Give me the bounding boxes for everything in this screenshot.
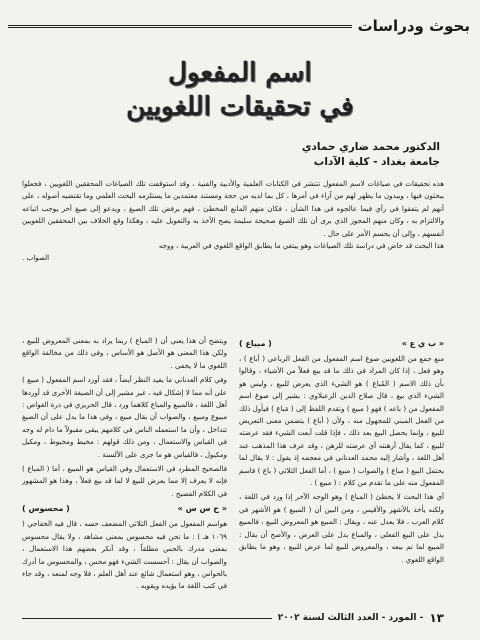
right-paragraph-1: منع جمع من اللغويين صوغ اسم المفعول من الفعل الرباعي ( أباع ) ، وهو فعل ، إذا كان المراد في ذلك ما قد يبع فعلاً من الأشياء ، وقالوا بأن ذلك الاسم ( المُباع ) هو الشيء الذي يعرض للبيع ، وليس هو الشيء الذي بيع ، قال صلاح الدين الزعبلاوي : يشير إلى صوغ اسم المفعول من ( باعه ) فهو ( مبيع ) وتقدم اللفظ إلى ( مَباع ) فيأول ذلك من الفعل المبني للمجهول منه ، ولأن ( أباع ) يتضمن معنى التعريض للبيع ، وإنما يحصل البيع بعد ذلك ، فإذا قلت أبعت الشيء فقد عرضته للبيع ، كما يقال أرهنته أي عرضته للرهن ، وقد عرف هذا المذهب عند أهل اللغة ، وأشار إليه محمد العدناني في معجمه إذ يقول : لا يقال لما يحتمل البيع ( مباع ) والصواب ( مبيع ) ، أما الفعل الثلاثي ( باع ) فاسم المفعول منه على ما تقدم من كلام : ( مبيع ) . — [239, 354, 444, 488]
author-block — [240, 140, 440, 170]
article-title — [60, 56, 420, 134]
pattern-code: « ح س س » — [177, 504, 227, 514]
column-right — [239, 335, 444, 607]
title-line-2: في تحقيقات اللغويين — [126, 92, 354, 122]
page-number: ١٣ — [429, 611, 444, 625]
page-header — [8, 14, 470, 38]
column-left — [22, 335, 227, 607]
author-affiliation: جامعة بغداد - كلية الآداب — [313, 156, 440, 168]
left-paragraph-2: وفي كلام العدناني ما يفيد النظر أيضاً ، فقد أورد اسم المفعول ( مبيع ) على أنه مما لا إشكال فيه ، غير مشير إلى أن الصيغة الأخرى قد أوردها أهل اللغة ، فالمبيع والمباع كلاهما ورد ، قال الحريري في درة الغواص : مبيوع ومبيع ، والصواب أن يقال مبيع ، وفي هذا ما يدل على أن الصيغ تتداخل ، وأن ما استعمله الناس في كلامهم يبقى مقبولاً ما دام له وجه في القياس والاستعمال ، ومن ذلك قولهم : مخيط ومخيوط ، ومكيل ومكيول ، فالقياس هو ما جرى على الألسنة . — [22, 375, 227, 459]
header-rule — [8, 25, 352, 28]
left-paragraph-3: فالصحيح المطرد في الاستعمال وفي القياس هو المبيع ، أما ( المباع ) فإنه لا يعرف إلا مما يعرض للبيع لا لما قد بيع فعلاً ، وهذا هو المشهور في الكلام الفصيح . — [22, 464, 227, 498]
intro-closing: الصواب . — [22, 253, 50, 263]
section-heading-hss — [22, 502, 227, 516]
right-paragraph-2: أي هذا البحث لا يخطئ ( المباع ) وهو الوجه الآخر إذا ورد في اللغة ، ولكنه يأخذ بالأشهر والأقيس ، ومن البين أن ( المبيع ) هو الأشهر في كلام العرب ، فلا يعدل عنه ، ويقال : المبيع هو المعروض للبيع ، فالمبيع يدل على البيع الفعلي ، والمباع يدل على العرض ، والأصح أن يقال : المبيع لما تم بيعه ، والمعروض للبيع لما عرض للبيع ، وهو ما يطابق الواقع اللغوي . — [239, 492, 444, 564]
issue-info: - المورد - العدد الثالث لسنة ٢٠٠٢ — [277, 613, 424, 623]
section-heading-byaa — [239, 337, 444, 351]
left-paragraph-4: هواسم المفعول من الفعل الثلاثي المضعف حسه ، قال فيه الخفاجي ( ١٠٦٩ هـ ) : ما نحن فيه محسوس بمعنى مشاهد ، ولا يقال محسوس بمعنى مدرك بالحس مطلقاً ، وقد أنكر بعضهم هذا الاستعمال ، والصواب أن يقال : أحسست الشيء فهو محس ، والمحسوس ما أدرك بالحواس ، وهو استعمال شائع عند أهل العلم ، فلا وجه لمنعه ، وقد جاء في كتب اللغة ما يؤيده ويقويه . — [22, 519, 227, 591]
author-name: الدكتور محمد ضاري حمادي — [301, 141, 440, 153]
intro-paragraph-1: هذه تحقيقات في صياغات لاسم المفعول تنتشر في الكتابات العلمية والأدبية والفنية ، وقد استوقفت تلك الصياغات المحققين اللغويين ، فجعلوا يبحثون فيها ، ويبدون ما يظهر لهم من آراء في أمرها ، كل بما لديه من حجة ومستند معتمدين ما يستلزمه البحث العلمي وما تقتضيه أصوله ، على أنهم لم يتفقوا في رأي فيما عالجوه في هذا الشأن ، فكان منهم المانع المخطئ ، فهم يرفض تلك الصيغ ، ويدعو إلى صيغ أخر يوجب اتباعه والالتزام به ، وكان منهم المجوز الذي يرى أن تلك الصيغ صحيحة سليمة يصح الأخذ به والتعويل عليه ، وهكذا وقع الخلاف بين المحققين اللغويين أنفسهم ، وإلى أن يحسم الأمر على حال . — [22, 179, 444, 238]
pattern-label: ( مبياع ) — [239, 339, 272, 348]
title-line-1: اسم المفعول — [168, 58, 312, 88]
intro-section — [22, 178, 444, 328]
footer-rule — [22, 618, 272, 619]
two-column-body — [22, 335, 444, 607]
pattern-label: ( محسوس ) — [22, 504, 70, 514]
intro-paragraph-2: هذا البحث قد خاض في دراسة تلك الصياغات وهو يبتغي ما يطابق الواقع اللغوي في العربية ، ووجه — [158, 241, 444, 251]
page-footer — [22, 610, 444, 626]
pattern-code: « ب ي ع » — [401, 339, 444, 348]
left-paragraph-1: ويتضح أن هذا يعني أن ( المباع ) ربما يراد به بمعنى المعروض للبيع ، ولكن هذا المعنى هو الأصل هو الأساس ، وفي ذلك من مخالفة الواقع اللغوي ما لا يخفى . — [22, 336, 227, 370]
section-label: بحوث ودراسات — [357, 17, 470, 35]
